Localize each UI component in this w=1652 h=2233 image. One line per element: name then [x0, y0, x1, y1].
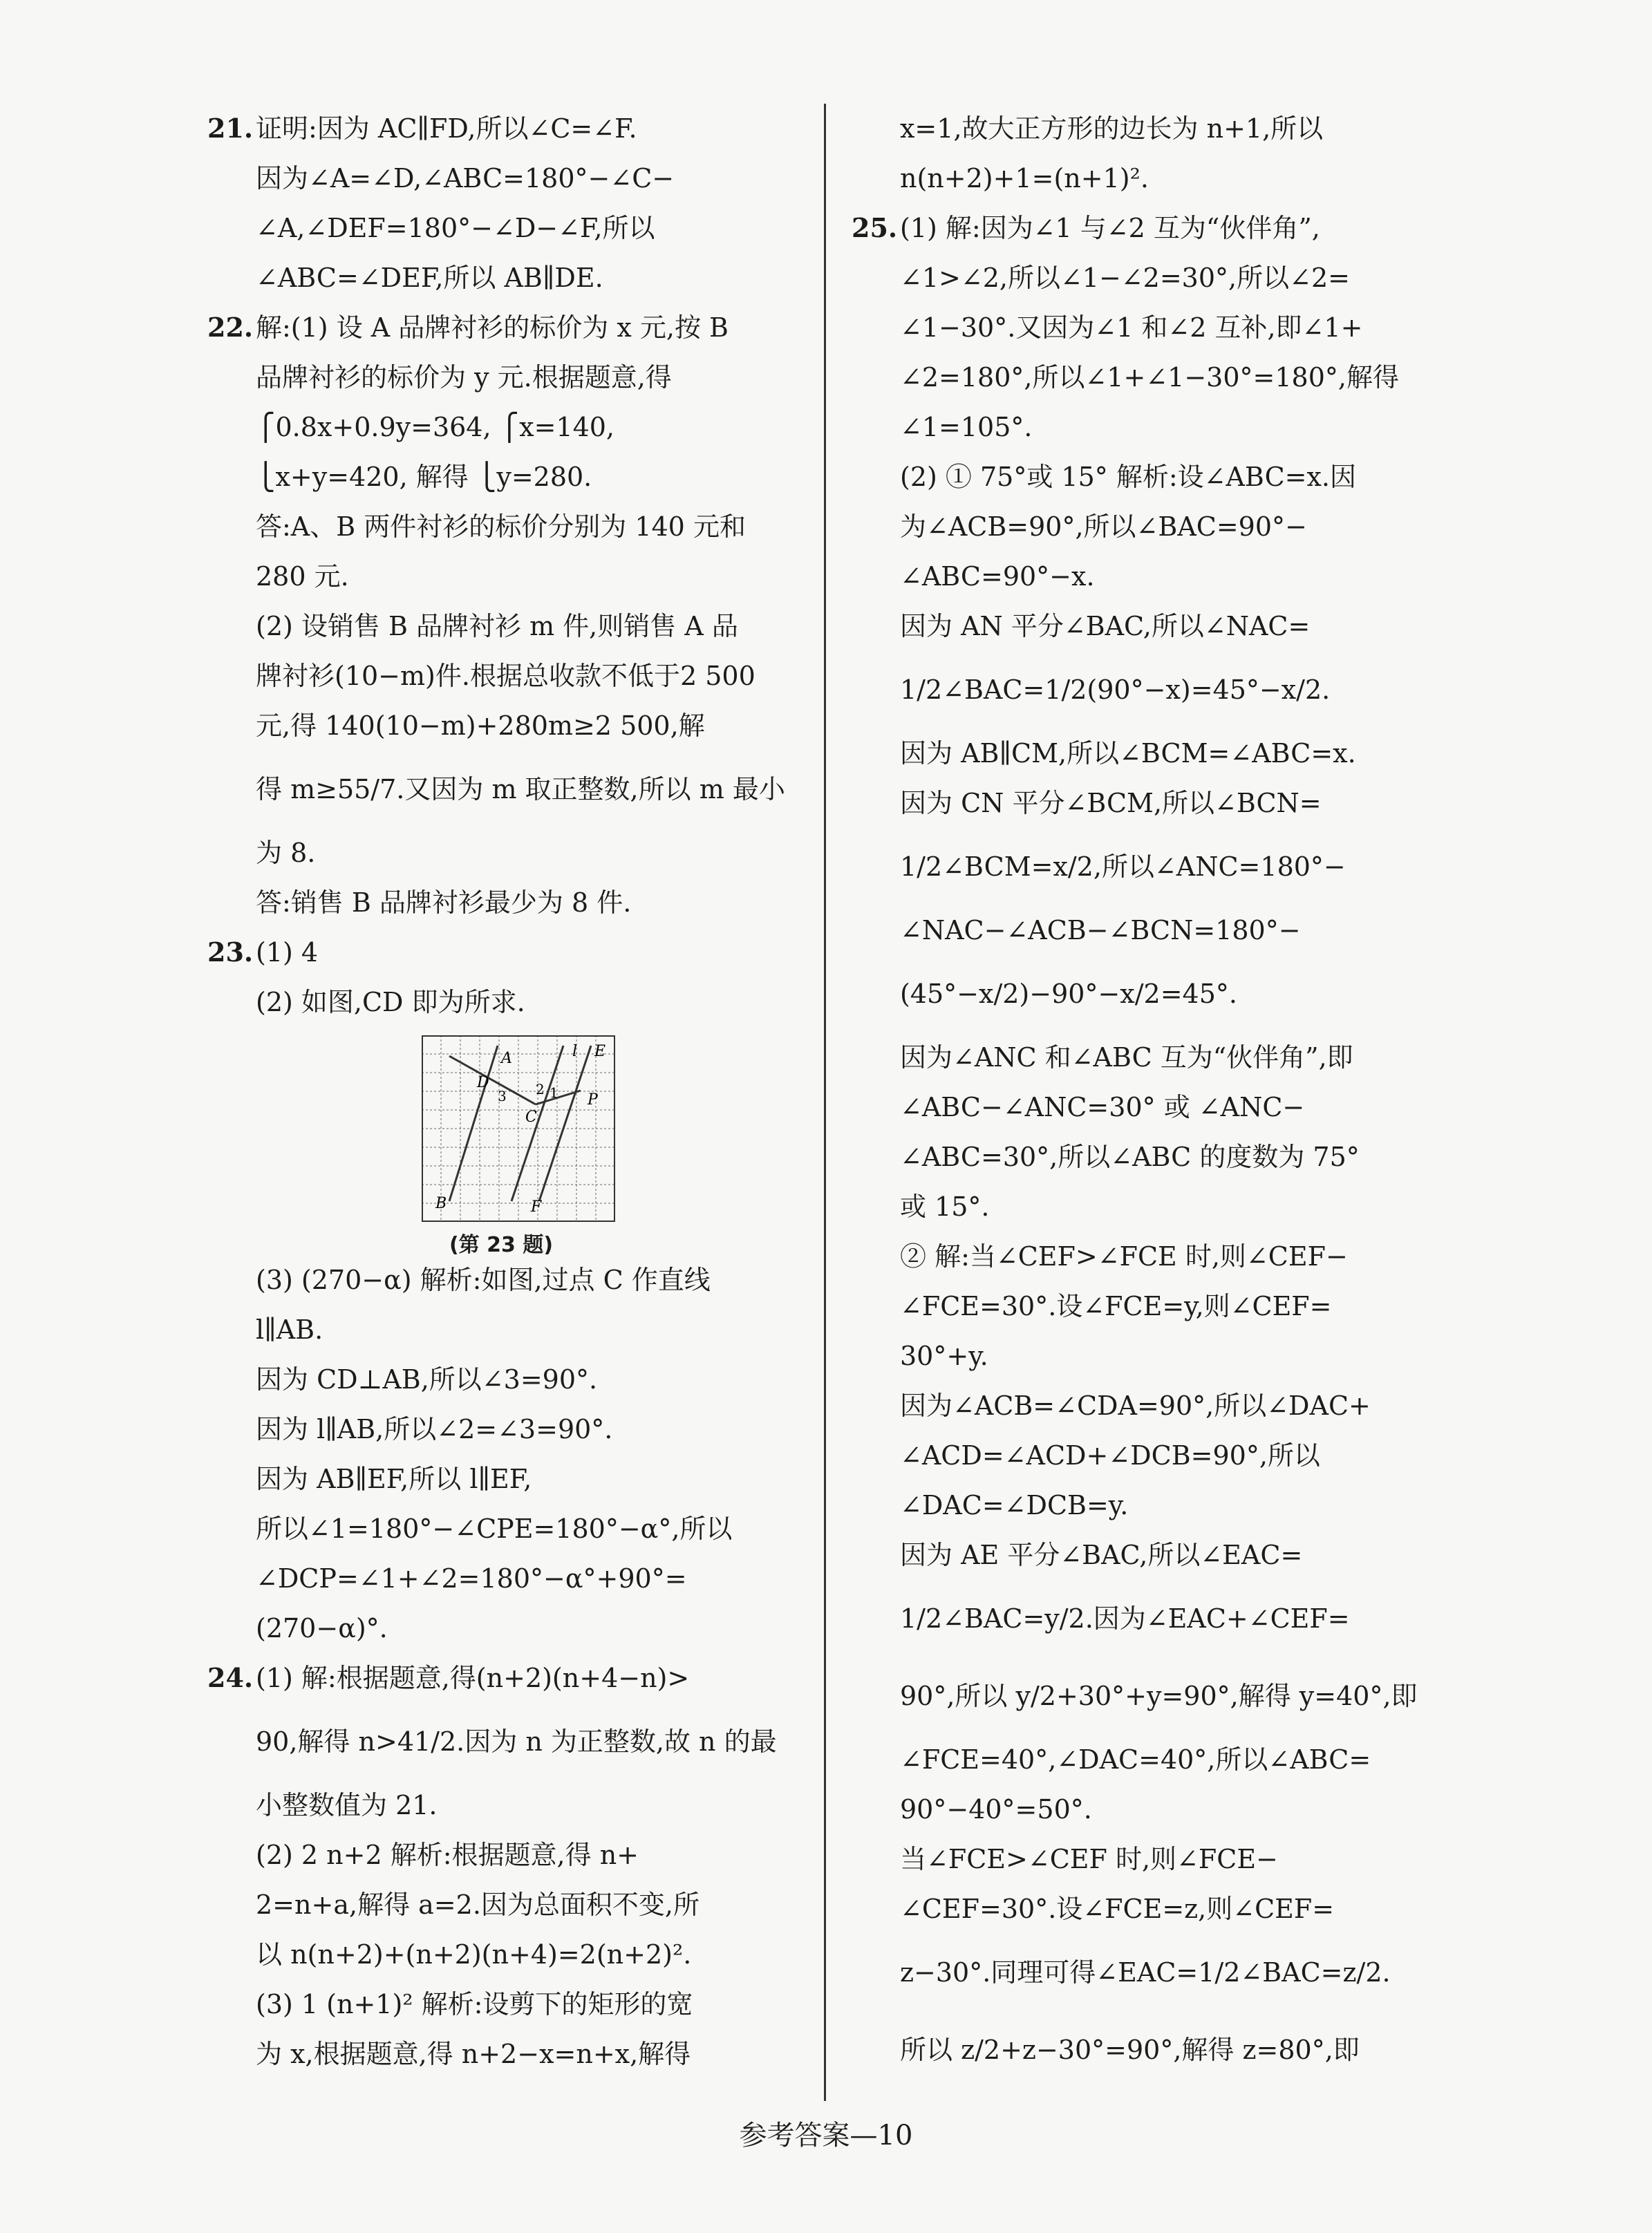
line-text: l∥AB. [256, 1315, 323, 1345]
line-text: 小整数值为 21. [256, 1790, 438, 1820]
text-line [207, 104, 795, 153]
line-text: ② 解:当∠CEF>∠FCE 时,则∠CEF− [900, 1241, 1348, 1272]
text-line [207, 1355, 795, 1404]
line-EF [539, 1046, 591, 1201]
line-text: 因为∠A=∠D,∠ABC=180°−∠C− [256, 163, 675, 194]
text-line [852, 253, 1484, 303]
text-line [852, 828, 1484, 905]
text-line [852, 352, 1484, 402]
line-text: 因为 l∥AB,所以∠2=∠3=90°. [256, 1414, 613, 1444]
line-text: 答:A、B 两件衬衫的标价分别为 140 元和 [256, 511, 746, 542]
line-text: 因为 AB∥CM,所以∠BCM=∠ABC=x. [900, 738, 1356, 769]
geometry-grid-figure [422, 1035, 615, 1222]
line-text: 所以 z/2+z−30°=90°,解得 z=80°,即 [900, 2035, 1360, 2065]
line-text: (2) ① 75°或 15° 解析:设∠ABC=x.因 [900, 462, 1356, 492]
line-text: x=1,故大正方形的边长为 n+1,所以 [900, 113, 1324, 144]
question-number: 24. [207, 1662, 254, 1693]
line-text: 因为∠ANC 和∠ABC 互为“伙伴角”,即 [900, 1042, 1353, 1073]
right-column-lines [852, 104, 1484, 2089]
text-line [207, 502, 795, 552]
text-line [207, 1255, 795, 1305]
text-line [852, 552, 1484, 601]
text-line [207, 601, 795, 651]
line-text: 以 n(n+2)+(n+2)(n+4)=2(n+2)². [256, 1939, 692, 1970]
text-line [852, 1182, 1484, 1232]
line-text: 解:(1) 设 A 品牌衬衫的标价为 x 元,按 B [256, 312, 729, 343]
text-line [852, 1530, 1484, 1580]
line-text: ∠FCE=40°,∠DAC=40°,所以∠ABC= [900, 1744, 1371, 1775]
line-text: 30°+y. [900, 1341, 988, 1371]
text-line [852, 1657, 1484, 1735]
question-number: 25. [852, 212, 898, 243]
line-text: (1) 解:根据题意,得(n+2)(n+4−n)> [256, 1663, 690, 1693]
line-text: 为∠ACB=90°,所以∠BAC=90°− [900, 511, 1307, 542]
line-text: 证明:因为 AC∥FD,所以∠C=∠F. [256, 113, 637, 144]
line-text: 为 8. [256, 838, 316, 868]
text-line [852, 1480, 1484, 1530]
text-line [852, 1884, 1484, 1934]
text-line [207, 253, 795, 303]
text-line [207, 1603, 795, 1653]
question-number: 23. [207, 936, 254, 968]
text-line [207, 878, 795, 927]
line-text: ∠ABC=90°−x. [900, 561, 1095, 592]
text-line [207, 552, 795, 601]
line-text: ⎧0.8x+0.9y=364, ⎧x=140, [256, 412, 615, 442]
text-line [852, 402, 1484, 452]
text-line [852, 2011, 1484, 2089]
text-line [207, 203, 795, 253]
text-line [207, 303, 795, 352]
left-column-lines-bottom [207, 1255, 795, 2079]
line-text: ∠ACD=∠ACD+∠DCB=90°,所以 [900, 1440, 1320, 1471]
text-line [852, 728, 1484, 778]
right-column [852, 104, 1484, 2089]
text-line [852, 1232, 1484, 1281]
text-line [207, 1653, 795, 1703]
line-text: ∠2=180°,所以∠1+∠1−30°=180°,解得 [900, 362, 1399, 393]
line-text: (3) 1 (n+1)² 解析:设剪下的矩形的宽 [256, 1989, 693, 2019]
text-line [207, 651, 795, 701]
line-text: ⎩x+y=420, 解得 ⎩y=280. [256, 462, 592, 492]
text-line [207, 1979, 795, 2029]
line-text: 品牌衬衫的标价为 y 元.根据题意,得 [256, 362, 672, 393]
text-line [207, 402, 795, 452]
line-text: 2=n+a,解得 a=2.因为总面积不变,所 [256, 1890, 700, 1920]
text-line [207, 1930, 795, 1979]
text-line [207, 1454, 795, 1504]
text-line [852, 778, 1484, 828]
line-text: 答:销售 B 品牌衬衫最少为 8 件. [256, 887, 632, 918]
text-line [207, 977, 795, 1027]
line-text: ∠1−30°.又因为∠1 和∠2 互补,即∠1+ [900, 312, 1363, 343]
text-line [207, 1880, 795, 1930]
question-number: 22. [207, 312, 254, 343]
text-line [852, 203, 1484, 253]
line-text: 90°,所以 y/2+30°+y=90°,解得 y=40°,即 [900, 1681, 1418, 1711]
label-3: 3 [498, 1088, 507, 1104]
text-line [207, 927, 795, 977]
left-column-lines-top [207, 104, 795, 1027]
text-line [852, 651, 1484, 728]
page-footer: 参考答案—10 [739, 2120, 913, 2151]
line-text: (1) 解:因为∠1 与∠2 互为“伙伴角”, [900, 213, 1320, 243]
text-line [852, 1735, 1484, 1784]
line-text: (2) 设销售 B 品牌衬衫 m 件,则销售 A 品 [256, 611, 738, 641]
line-text: n(n+2)+1=(n+1)². [900, 163, 1149, 194]
text-line [207, 1780, 795, 1830]
line-text: 90°−40°=50°. [900, 1794, 1092, 1825]
text-line [207, 1404, 795, 1454]
line-text: 90,解得 n>41/2.因为 n 为正整数,故 n 的最 [256, 1726, 777, 1757]
line-text: ∠ABC=∠DEF,所以 AB∥DE. [256, 263, 603, 293]
text-line [852, 1934, 1484, 2011]
label-B: B [435, 1195, 447, 1212]
text-line [852, 905, 1484, 955]
line-text: 280 元. [256, 561, 349, 592]
line-text: ∠1=105°. [900, 412, 1033, 442]
line-text: ∠DCP=∠1+∠2=180°−α°+90°= [256, 1563, 687, 1594]
text-line [852, 955, 1484, 1033]
label-D: D [477, 1074, 489, 1091]
text-line [207, 352, 795, 402]
question-number: 21. [207, 113, 254, 144]
line-text: ∠CEF=30°.设∠FCE=z,则∠CEF= [900, 1894, 1335, 1924]
text-line [207, 452, 795, 502]
label-A: A [501, 1050, 512, 1067]
line-text: (2) 2 n+2 解析:根据题意,得 n+ [256, 1840, 639, 1870]
text-line [852, 502, 1484, 552]
line-text: 因为 CD⊥AB,所以∠3=90°. [256, 1364, 598, 1395]
text-line [852, 601, 1484, 651]
label-P: P [588, 1091, 598, 1109]
line-text: (3) (270−α) 解析:如图,过点 C 作直线 [256, 1265, 711, 1295]
figure-23 [207, 1027, 795, 1255]
label-2: 2 [536, 1081, 545, 1097]
line-text: 1/2∠BAC=y/2.因为∠EAC+∠CEF= [900, 1603, 1350, 1634]
line-text: 牌衬衫(10−m)件.根据总收款不低于2 500 [256, 661, 755, 691]
line-text: (1) 4 [256, 937, 319, 968]
line-text: z−30°.同理可得∠EAC=1/2∠BAC=z/2. [900, 1957, 1391, 1988]
text-line [207, 828, 795, 878]
line-text: ∠A,∠DEF=180°−∠D−∠F,所以 [256, 213, 655, 243]
line-text: 1/2∠BAC=1/2(90°−x)=45°−x/2. [900, 675, 1331, 705]
line-text: ∠ABC=30°,所以∠ABC 的度数为 75° [900, 1142, 1360, 1172]
text-line [207, 2029, 795, 2079]
line-text: 当∠FCE>∠CEF 时,则∠FCE− [900, 1844, 1278, 1874]
line-text: 或 15°. [900, 1191, 990, 1222]
text-line [852, 1331, 1484, 1381]
label-E: E [594, 1043, 606, 1060]
text-line [852, 153, 1484, 203]
line-text: 因为 AN 平分∠BAC,所以∠NAC= [900, 611, 1311, 641]
text-line [207, 153, 795, 203]
text-line [207, 751, 795, 828]
text-line [852, 303, 1484, 352]
line-text: ∠NAC−∠ACB−∠BCN=180°− [900, 915, 1301, 945]
text-line [207, 1504, 795, 1554]
line-text: (270−α)°. [256, 1613, 388, 1643]
column-divider [824, 104, 826, 2101]
label-F: F [531, 1198, 542, 1216]
text-line [207, 1305, 795, 1355]
line-text: (45°−x/2)−90°−x/2=45°. [900, 979, 1237, 1009]
text-line [852, 1580, 1484, 1657]
text-line [852, 1281, 1484, 1331]
text-line [852, 1381, 1484, 1431]
line-text: ∠ABC−∠ANC=30° 或 ∠ANC− [900, 1092, 1305, 1122]
text-line [207, 1830, 795, 1880]
line-text: (2) 如图,CD 即为所求. [256, 987, 525, 1017]
text-line [852, 452, 1484, 502]
line-text: 所以∠1=180°−∠CPE=180°−α°,所以 [256, 1514, 733, 1544]
label-l: l [572, 1043, 578, 1060]
line-text: ∠1>∠2,所以∠1−∠2=30°,所以∠2= [900, 263, 1350, 293]
line-text: 因为∠ACB=∠CDA=90°,所以∠DAC+ [900, 1391, 1371, 1421]
line-text: 1/2∠BCM=x/2,所以∠ANC=180°− [900, 851, 1346, 882]
line-text: ∠FCE=30°.设∠FCE=y,则∠CEF= [900, 1291, 1332, 1321]
text-line [852, 1431, 1484, 1480]
text-line [852, 1784, 1484, 1834]
text-line [207, 701, 795, 751]
text-line [852, 1033, 1484, 1082]
label-C: C [525, 1109, 537, 1126]
line-text: 因为 CN 平分∠BCM,所以∠BCN= [900, 788, 1322, 818]
figure-caption: (第 23 题) [449, 1233, 554, 1257]
text-line [207, 1554, 795, 1603]
line-text: 得 m≥55/7.又因为 m 取正整数,所以 m 最小 [256, 774, 785, 804]
line-text: 因为 AB∥EF,所以 l∥EF, [256, 1464, 532, 1494]
left-column [207, 104, 795, 2079]
line-text: 为 x,根据题意,得 n+2−x=n+x,解得 [256, 2039, 691, 2069]
text-line [852, 1082, 1484, 1132]
label-1: 1 [550, 1084, 559, 1101]
text-line [852, 1132, 1484, 1182]
line-text: 元,得 140(10−m)+280m≥2 500,解 [256, 710, 705, 741]
text-line [852, 1834, 1484, 1884]
text-line [207, 1703, 795, 1780]
line-text: ∠DAC=∠DCB=y. [900, 1490, 1129, 1520]
text-line [852, 104, 1484, 153]
line-text: 因为 AE 平分∠BAC,所以∠EAC= [900, 1540, 1303, 1570]
